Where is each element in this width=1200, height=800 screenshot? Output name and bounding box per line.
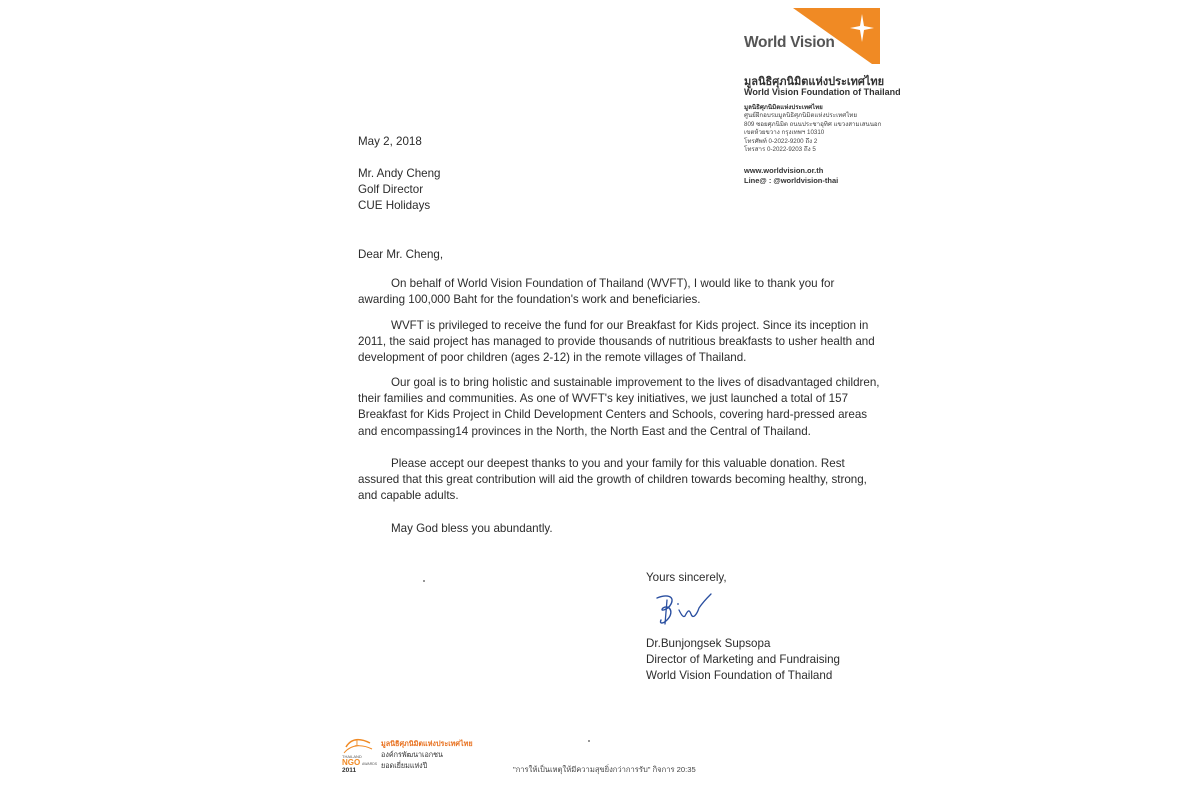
award-sub-label: AWARDS — [362, 762, 378, 766]
address-line: 809 ซอยศุภนิมิต ถนนประชาอุทิศ แขวงสามเสนนอก — [744, 120, 882, 128]
award-ngo-label: NGO — [342, 758, 361, 767]
address-line: ศูนย์ฝึกอบรมมูลนิธิศุภนิมิตแห่งประเทศไทย — [744, 112, 858, 120]
recipient-name: Mr. Andy Cheng — [358, 167, 441, 180]
paragraph-line: 2011, the said project has managed to provide thousands of nutritious breakfasts to usher health and — [358, 335, 875, 349]
award-line: ยอดเยี่ยมแห่งปี — [381, 761, 428, 770]
line-id: Line@ : @worldvision-thai — [744, 175, 839, 185]
paragraph-line: and encompassing14 provinces in the North, the North East and the Central of Thailand. — [358, 424, 811, 438]
paragraph-line: Breakfast for Kids Project in Child Development Centers and Schools, covering hard-pressed areas — [358, 408, 868, 422]
world-vision-logo — [744, 8, 880, 64]
handwritten-signature — [653, 590, 717, 630]
paragraph-line: their families and communities. As one of WVFT's key initiatives, we just launched a total of 157 — [358, 392, 849, 406]
paragraph-line: development of poor children (ages 2-12) in the remote villages of Thailand. — [358, 351, 747, 365]
org-name-thai: มูลนิธิศุภนิมิตแห่งประเทศไทย — [744, 76, 885, 88]
closing-line: May God bless you abundantly. — [391, 522, 553, 535]
recipient-title: Golf Director — [358, 183, 424, 197]
address-line: โทรศัพท์ 0-2022-9200 ถึง 2 — [744, 137, 818, 145]
address-line: เขตห้วยขวาง กรุงเทพฯ 10310 — [744, 129, 825, 137]
logo-wordmark: World Vision — [744, 34, 835, 51]
signer-block — [646, 636, 840, 685]
sign-off: Yours sincerely, — [646, 571, 727, 584]
recipient-company: CUE Holidays — [358, 199, 431, 213]
footer-motto: "การให้เป็นเหตุให้มีความสุขยิ่งกว่าการรับ" กิจการ 20:35 — [513, 765, 696, 774]
award-rank: 1 — [354, 738, 360, 749]
address-line: มูลนิธิศุภนิมิตแห่งประเทศไทย — [744, 104, 823, 111]
paragraph-line: awarding 100,000 Baht for the foundation's work and beneficiaries. — [358, 293, 701, 307]
award-line: มูลนิธิศุภนิมิตแห่งประเทศไทย — [381, 739, 473, 748]
paragraph-line: assured that this great contribution will aid the growth of children towards becoming healthy, strong, — [358, 473, 867, 487]
ngo-award-logo — [342, 733, 378, 773]
signer-name: Dr.Bunjongsek Supsopa — [646, 637, 771, 650]
paragraph-line: On behalf of World Vision Foundation of Thailand (WVFT), I would like to thank you for — [391, 277, 835, 290]
address-line: โทรสาร 0-2022-9203 ถึง 5 — [744, 146, 816, 154]
address-block — [744, 104, 884, 154]
award-year: 2011 — [342, 767, 357, 773]
award-line: องค์กรพัฒนาเอกชน — [381, 750, 443, 759]
recipient-block — [358, 166, 441, 215]
paragraph-2 — [358, 318, 875, 367]
paragraph-line: WVFT is privileged to receive the fund for our Breakfast for Kids project. Since its inception in — [391, 319, 869, 332]
paragraph-line: Our goal is to bring holistic and sustainable improvement to the lives of disadvantaged children, — [391, 376, 880, 389]
award-country: THAILAND — [342, 754, 362, 759]
paragraph-1 — [358, 276, 858, 308]
scan-speck — [423, 580, 425, 582]
scan-speck — [588, 740, 590, 742]
salutation: Dear Mr. Cheng, — [358, 248, 444, 261]
org-name-english: World Vision Foundation of Thailand — [744, 87, 901, 97]
signer-title: Director of Marketing and Fundraising — [646, 653, 840, 667]
contact-web — [744, 166, 838, 185]
paragraph-line: and capable adults. — [358, 489, 459, 503]
paragraph-4 — [358, 456, 867, 505]
website-link[interactable]: www.worldvision.or.th — [744, 166, 824, 175]
letter-date: May 2, 2018 — [358, 135, 422, 148]
paragraph-line: Please accept our deepest thanks to you and your family for this valuable donation. Rest — [391, 457, 845, 470]
award-text — [381, 738, 473, 771]
signer-organization: World Vision Foundation of Thailand — [646, 669, 833, 683]
paragraph-3 — [358, 375, 880, 440]
